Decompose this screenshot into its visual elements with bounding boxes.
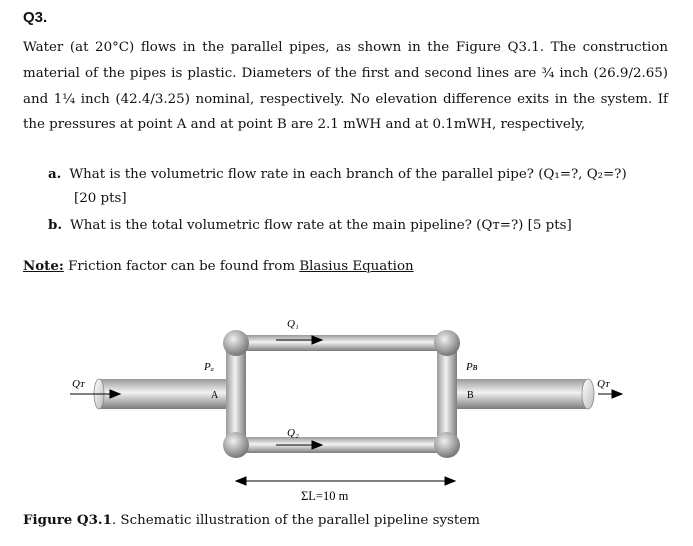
label-b: B <box>467 390 474 401</box>
outlet-pipe-end <box>582 379 594 409</box>
question-title: Q3. <box>23 9 48 26</box>
joint-bottom-right <box>434 432 460 458</box>
label-qt-right: Qᴛ <box>597 378 610 390</box>
header-a <box>226 343 246 445</box>
label-q2: Q₂ <box>287 427 299 439</box>
joint-top-right <box>434 330 460 356</box>
note-label: Note: <box>23 258 64 274</box>
label-length: ΣL=10 m <box>301 489 349 503</box>
label-pb: Pʙ <box>466 361 478 373</box>
joint-top-left <box>223 330 249 356</box>
item-b-letter: b. <box>48 217 63 233</box>
item-b-text: What is the total volumetric flow rate at the main pipeline? (Qᴛ=?) [5 pts] <box>70 218 572 233</box>
note-text: Friction factor can be found from <box>68 259 296 274</box>
item-a-text: What is the volumetric flow rate in each branch of the parallel pipe? (Q₁=?, Q₂=?) <box>69 167 627 182</box>
branch-2-pipe <box>236 437 447 453</box>
label-q1: Q₁ <box>287 318 299 330</box>
note-link[interactable]: Blasius Equation <box>299 259 414 274</box>
item-a-letter: a. <box>48 166 62 182</box>
label-qt-left: Qᴛ <box>72 378 85 390</box>
label-a: A <box>211 390 219 401</box>
arrow-qt-out <box>598 390 622 398</box>
length-dimension <box>236 477 455 485</box>
figure-caption <box>23 512 480 528</box>
question-body: Water (at 20°C) flows in the parallel pipes, as shown in the Figure Q3.1. The construction material of the pipes is plastic. Diameters of the first and second lines are ¾ inch (26.9/2.65) and 1¼ inch (42.4/3.25) nominal, respectively. No elevation difference exits in the system. If the pressures at point A and at point B are 2.1 mWH and at 0.1mWH, respectively, <box>23 40 668 133</box>
caption-label: Figure Q3.1 <box>23 512 112 528</box>
caption-text: . Schematic illustration of the parallel pipeline system <box>111 513 480 528</box>
branch-1-pipe <box>236 335 447 351</box>
label-pa: Pₐ <box>204 361 214 373</box>
joint-bottom-left <box>223 432 249 458</box>
item-a-points: [20 pts] <box>74 191 127 206</box>
header-b <box>437 343 457 445</box>
